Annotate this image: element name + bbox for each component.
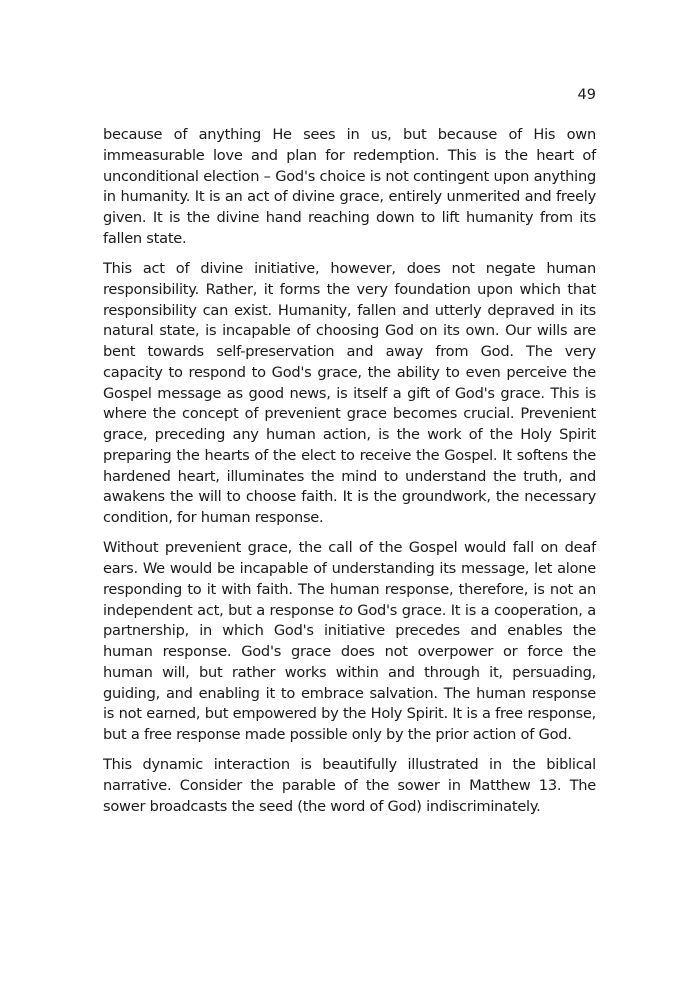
paragraph-2: This act of divine initiative, however, does not negate human responsibility. Rather, it forms the very foundation upon which that responsibility can exist. Humanity, fallen and utterly depraved in its natural state, is incapable of choosing God on its own. Our wills are bent towards self-preservation and away from God. The very capacity to respond to God's grace, the ability to even perceive the Gospel message as good news, is itself a gift of God's grace. This is where the concept of prevenient grace becomes crucial. Prevenient grace, preceding any human action, is the work of the Holy Spirit preparing the hearts of the elect to receive the Gospel. It softens the hardened heart, illuminates the mind to understand the truth, and awakens the will to choose faith. It is the groundwork, the necessary condition, for human response. [103,260,596,526]
page-number: 49 [577,87,596,103]
paragraph-4: This dynamic interaction is beautifully illustrated in the biblical narrative. Consider the parable of the sower in Matthew 13. The sower broadcasts the seed (the word of God) indiscriminately. [103,756,596,815]
paragraph-1: because of anything He sees in us, but because of His own immeasurable love and plan for redemption. This is the heart of unconditional election – God's choice is not contingent upon anything in humanity. It is an act of divine grace, entirely unmerited and freely given. It is the divine hand reaching down to lift humanity from its fallen state. [103,126,596,247]
emphasis-to: to [338,601,353,619]
paragraph-3-text-end: God's grace. It is a cooperation, a partnership, in which God's initiative precedes and enables the human response. God's grace does not overpower or force the human will, but rather works within and through it, persuading, guiding, and enabling it to embrace salvation. The human response is not earned, but empowered by the Holy Spirit. It is a free response, but a free response made possible only by the prior action of God. [103,601,596,743]
paragraph-3-text-start: Without prevenient grace, the call of the Gospel would fall on deaf ears. We would be incapable of understanding its message, let alone responding to it with faith. The human response, therefore, is not an independent act, but a response [103,539,596,619]
body-text [103,125,596,827]
paragraph-3 [103,538,596,746]
